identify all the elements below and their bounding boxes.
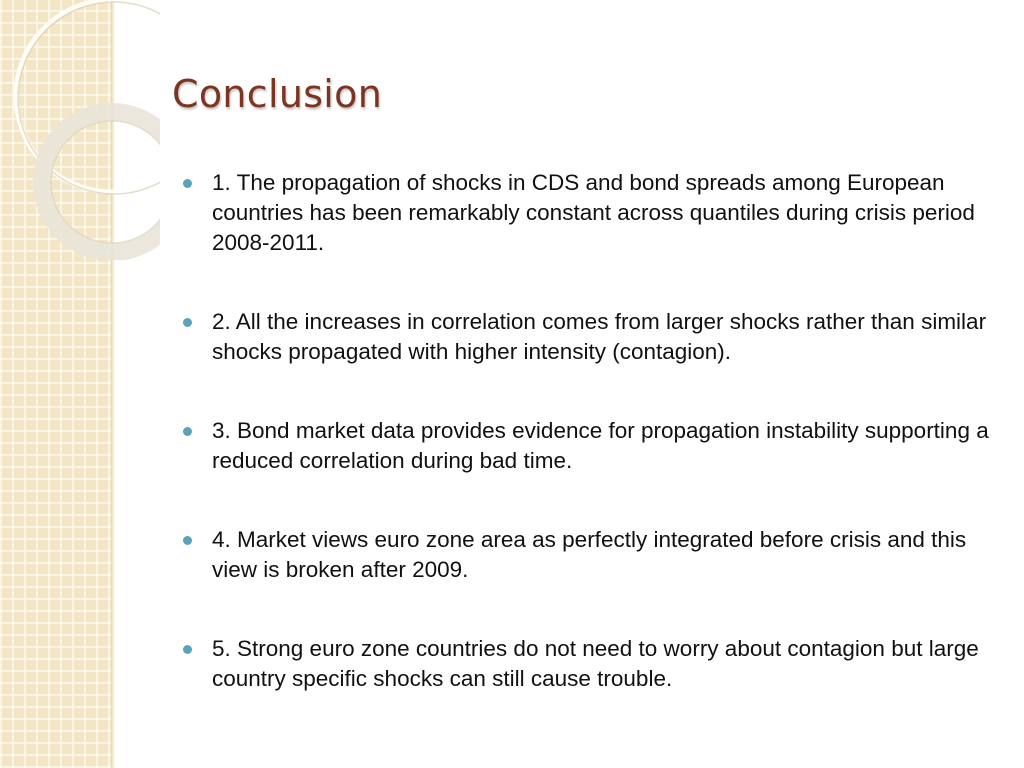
- bullet-text: 1. The propagation of shocks in CDS and bond spreads among European countries has been remarkably constant across quantiles during crisis period 2008-2011.: [212, 170, 975, 255]
- bullet-text: 4. Market views euro zone area as perfectly integrated before crisis and this view is broken after 2009.: [212, 527, 967, 582]
- decorative-ring-small: [42, 112, 160, 252]
- bullet-item: [183, 416, 993, 476]
- bullet-item: [183, 525, 993, 585]
- bullet-text: 2. All the increases in correlation comes from larger shocks rather than similar shocks propagated with higher intensity (contagion).: [212, 309, 987, 364]
- bullet-dot-icon: [183, 427, 192, 436]
- decorative-rings: [0, 0, 160, 260]
- bullet-item: [183, 307, 993, 367]
- bullet-item: [183, 634, 993, 694]
- bullet-dot-icon: [183, 318, 192, 327]
- bullet-dot-icon: [183, 179, 192, 188]
- bullet-dot-icon: [183, 536, 192, 545]
- slide-title: Conclusion: [172, 72, 383, 116]
- bullet-text: 3. Bond market data provides evidence for propagation instability supporting a reduced correlation during bad time.: [212, 418, 989, 473]
- bullet-list: [183, 168, 993, 743]
- bullet-dot-icon: [183, 645, 192, 654]
- bullet-text: 5. Strong euro zone countries do not need to worry about contagion but large country specific shocks can still cause trouble.: [212, 636, 979, 691]
- bullet-item: [183, 168, 993, 258]
